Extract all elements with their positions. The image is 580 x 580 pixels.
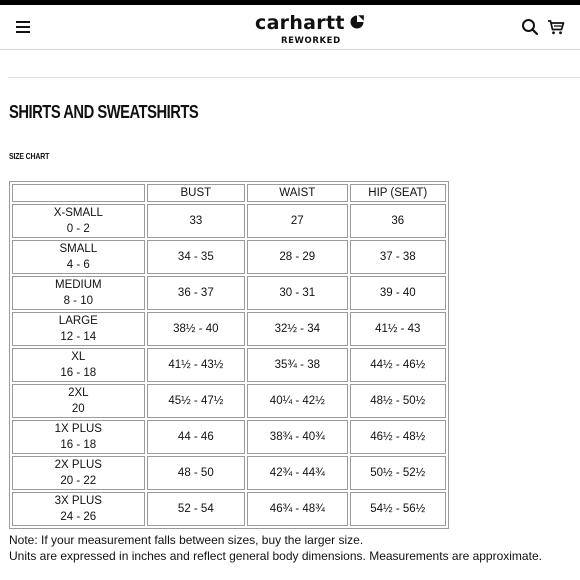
hip-cell: 48½ - 50½ — [350, 384, 446, 418]
section-divider — [8, 77, 580, 78]
bust-cell: 48 - 50 — [147, 456, 245, 490]
bust-cell: 45½ - 47½ — [147, 384, 245, 418]
size-cell — [12, 384, 145, 418]
table-row — [12, 276, 446, 310]
waist-cell: 27 — [247, 204, 347, 238]
size-chart-label: SIZE CHART — [9, 151, 50, 161]
logo-subtext: REWORKED — [281, 36, 341, 46]
hip-cell: 37 - 38 — [350, 240, 446, 274]
header-size-cell — [12, 184, 145, 202]
size-range: 8 - 10 — [63, 295, 94, 307]
table-row — [12, 204, 446, 238]
size-range: 16 - 18 — [60, 367, 97, 379]
waist-cell: 40¼ - 42½ — [247, 384, 347, 418]
size-name: SMALL — [59, 243, 98, 255]
hip-cell: 36 — [350, 204, 446, 238]
units-disclaimer-text: Units are expressed in inches and reflect general body dimensions. Measurements are approximate. — [9, 549, 542, 563]
search-icon — [521, 18, 539, 36]
hamburger-icon-line — [16, 31, 30, 33]
size-note-text: Note: If your measurement falls between sizes, buy the larger size. — [9, 533, 364, 547]
size-range: 0 - 2 — [66, 223, 90, 235]
cart-button[interactable] — [547, 18, 565, 36]
size-name: 3X PLUS — [54, 495, 102, 507]
hip-cell: 41½ - 43 — [350, 312, 446, 346]
size-name: XL — [71, 351, 86, 363]
size-range: 16 - 18 — [60, 439, 97, 451]
size-name: MEDIUM — [54, 279, 102, 291]
size-name: 1X PLUS — [54, 423, 102, 435]
table-row — [12, 492, 446, 526]
waist-cell: 42¾ - 44¾ — [247, 456, 347, 490]
table-row — [12, 312, 446, 346]
site-logo-link[interactable] — [255, 10, 370, 46]
table-header-row — [12, 184, 446, 202]
size-cell — [12, 204, 145, 238]
header-bust-cell: BUST — [147, 184, 245, 202]
waist-cell: 30 - 31 — [247, 276, 347, 310]
bust-cell: 34 - 35 — [147, 240, 245, 274]
table-row — [12, 348, 446, 382]
size-name: X-SMALL — [53, 207, 103, 219]
bust-cell: 33 — [147, 204, 245, 238]
hip-cell: 50½ - 52½ — [350, 456, 446, 490]
size-range: 20 — [71, 403, 85, 415]
logo-wordmark: carhartt — [255, 12, 345, 34]
carhartt-c-logo-icon — [349, 14, 365, 30]
size-cell — [12, 420, 145, 454]
size-cell — [12, 240, 145, 274]
bust-cell: 41½ - 43½ — [147, 348, 245, 382]
waist-cell: 38¾ - 40¾ — [247, 420, 347, 454]
size-range: 20 - 22 — [60, 475, 97, 487]
hamburger-menu-button[interactable] — [16, 19, 34, 35]
size-range: 24 - 26 — [60, 511, 97, 523]
waist-cell: 28 - 29 — [247, 240, 347, 274]
table-row — [12, 240, 446, 274]
waist-cell: 46¾ - 48¾ — [247, 492, 347, 526]
hamburger-icon-line — [16, 26, 30, 28]
size-cell — [12, 456, 145, 490]
size-chart-table — [9, 181, 449, 529]
table-row — [12, 420, 446, 454]
size-name: LARGE — [58, 315, 98, 327]
hip-cell: 46½ - 48½ — [350, 420, 446, 454]
hip-cell: 39 - 40 — [350, 276, 446, 310]
search-button[interactable] — [521, 18, 539, 36]
waist-cell: 35¾ - 38 — [247, 348, 347, 382]
size-name: 2X PLUS — [54, 459, 102, 471]
size-cell — [12, 492, 145, 526]
size-name: 2XL — [68, 387, 89, 399]
header-waist-cell: WAIST — [247, 184, 347, 202]
header-hip-cell: HIP (SEAT) — [350, 184, 446, 202]
size-cell — [12, 348, 145, 382]
page-title: SHIRTS AND SWEATSHIRTS — [9, 102, 199, 122]
table-row — [12, 456, 446, 490]
bust-cell: 44 - 46 — [147, 420, 245, 454]
hip-cell: 44½ - 46½ — [350, 348, 446, 382]
bust-cell: 36 - 37 — [147, 276, 245, 310]
bust-cell: 52 - 54 — [147, 492, 245, 526]
cart-icon — [547, 18, 565, 36]
size-cell — [12, 276, 145, 310]
hip-cell: 54½ - 56½ — [350, 492, 446, 526]
size-range: 12 - 14 — [60, 331, 97, 343]
waist-cell: 32½ - 34 — [247, 312, 347, 346]
size-cell — [12, 312, 145, 346]
table-row — [12, 384, 446, 418]
bust-cell: 38½ - 40 — [147, 312, 245, 346]
size-range: 4 - 6 — [66, 259, 90, 271]
hamburger-icon-line — [16, 21, 30, 23]
site-header — [0, 5, 580, 50]
